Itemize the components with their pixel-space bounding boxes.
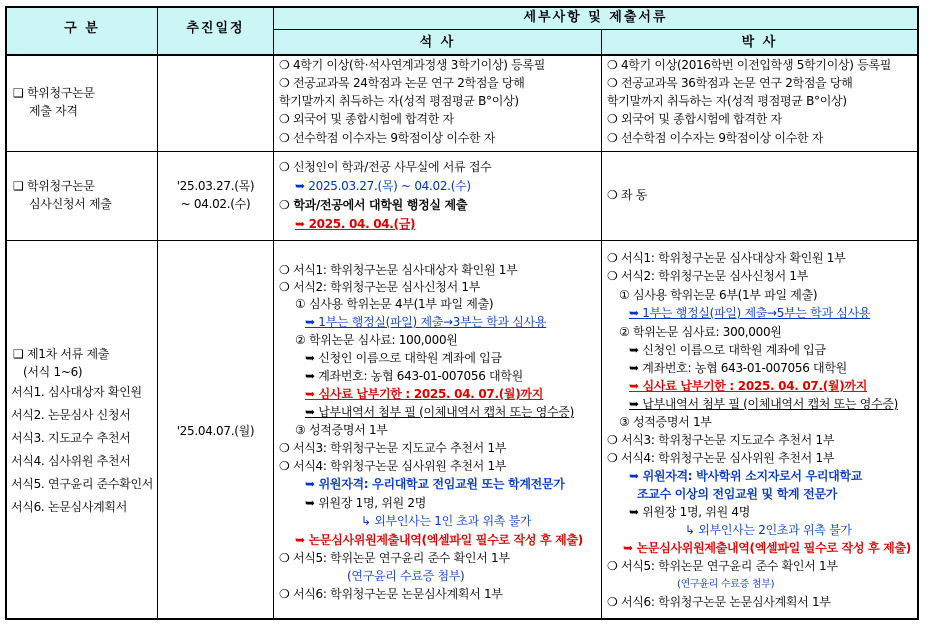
row3-masters-2: ❍ 서식2: 학위청구논문 심사신청서 1부: [279, 280, 481, 294]
row1-masters-2: ❍ 전공교과목 24학점과 논문 연구 2학점을 당해: [279, 76, 525, 90]
row3-doctoral-12: ❍ 서식4: 학위청구논문 심사위원 추천서 1부: [607, 451, 835, 465]
row3-label-8: 서식6. 논문심사계획서: [11, 500, 127, 514]
row3-doctoral-2: ❍ 서식2: 학위청구논문 심사신청서 1부: [607, 269, 809, 283]
row3-doctoral-8: ➥ 심사료 납부기한 : 2025. 04. 07.(월)까지: [629, 379, 867, 393]
row3-doctoral-16: ↳ 외부인사는 2인초과 위촉 불가: [685, 523, 852, 537]
row2-masters-3: ❍ 학과/전공에서 대학원 행정실 제출: [279, 198, 468, 212]
header-masters: 석 사: [419, 35, 456, 50]
row1-masters-3: 학기말까지 취득하는 자(성적 평점평균 B°이상): [279, 94, 519, 108]
row2-masters-2: ➥ 2025.03.27.(목) ~ 04.02.(수): [295, 179, 471, 193]
row3-doctoral-7: ➥ 계좌번호: 농협 643-01-007056 대학원: [629, 361, 847, 375]
row3-doctoral-6: ➥ 신청인 이름으로 대학원 계좌에 입금: [629, 343, 826, 357]
row3-doctoral-1: ❍ 서식1: 학위청구논문 심사대상자 확인원 1부: [607, 251, 846, 265]
header-bottom-line: [5, 54, 919, 56]
row3-masters-5: ② 학위논문 심사료: 100,000원: [295, 333, 458, 347]
row3-masters-6: ➥ 신청인 이름으로 대학원 계좌에 입금: [305, 351, 502, 365]
border-top: [5, 6, 919, 8]
row1-masters-1: ❍ 4학기 이상(학·석사연계과정생 3학기이상) 등록필: [279, 58, 546, 72]
row3-doctoral-5: ② 학위논문 심사료: 300,000원: [619, 325, 782, 339]
row1-doctoral-5: ❍ 선수학점 이수자는 9학점이상 이수한 자: [607, 131, 824, 145]
row2-bottom-line: [5, 240, 919, 241]
row2-label-1: ❏ 학위청구논문: [13, 179, 95, 193]
row3-label-1: ❏ 제1차 서류 제출: [13, 347, 110, 361]
row3-label-6: 서식4. 심사위원 추천서: [11, 454, 131, 468]
row3-schedule: '25.04.07.(월): [176, 424, 255, 438]
row3-doctoral-19: (연구윤리 수료증 첨부): [677, 579, 775, 590]
border-bottom: [5, 618, 919, 620]
row3-masters-1: ❍ 서식1: 학위청구논문 심사대상자 확인원 1부: [279, 263, 518, 277]
row3-label-3: 서식1. 심사대상자 확인원: [11, 385, 142, 399]
row1-label-1: ❏ 학위청구논문: [13, 86, 95, 100]
row2-schedule-2: ~ 04.02.(수): [180, 197, 251, 211]
row2-schedule-1: '25.03.27.(목): [176, 179, 255, 193]
row3-masters-8: ➥ 심사료 납부기한 : 2025. 04. 07.(월)까지: [305, 387, 543, 401]
row1-doctoral-2: ❍ 전공교과목 36학점과 논문 연구 2학점을 당해: [607, 76, 853, 90]
row3-masters-10: ③ 성적증명서 1부: [295, 423, 388, 437]
row3-label-5: 서식3. 지도교수 추천서: [11, 431, 131, 445]
col1-line: [157, 6, 158, 620]
row1-masters-4: ❍ 외국어 및 종합시험에 합격한 자: [279, 112, 454, 126]
row3-label-2: (서식 1~6): [23, 365, 83, 379]
row2-masters-4: ➥ 2025. 04. 04.(금): [295, 217, 416, 231]
row3-masters-4: ➥ 1부는 행정실(파일) 제출→3부는 학과 심사용: [305, 315, 547, 329]
header-category: 구 분: [64, 21, 100, 36]
row3-doctoral-17: ➥ 논문심사위원제출내역(엑셀파일 필수로 작성 후 제출): [623, 541, 911, 555]
row1-doctoral-1: ❍ 4학기 이상(2016학번 이전입학생 5학기이상) 등록필: [607, 58, 892, 72]
row3-doctoral-15: ➥ 위원장 1명, 위원 4명: [629, 505, 751, 519]
header-details: 세부사항 및 제출서류: [523, 10, 668, 25]
row3-doctoral-13: ➥ 위원자격: 박사학위 소지자로서 우리대학교: [629, 469, 863, 483]
row3-masters-11: ❍ 서식3: 학위청구논문 지도교수 추천서 1부: [279, 441, 507, 455]
row3-doctoral-18: ❍ 서식5: 학위논문 연구윤리 준수 확인서 1부: [607, 559, 838, 573]
row1-masters-5: ❍ 선수학점 이수자는 9학점이상 이수한 자: [279, 131, 496, 145]
header-schedule: 추진일정: [186, 21, 245, 36]
schedule-table: [5, 6, 919, 620]
row2-doctoral: ❍ 좌 동: [607, 188, 648, 202]
row1-bottom-line: [5, 151, 919, 152]
row3-doctoral-9: ➥ 납부내역서 첨부 필 (이체내역서 캡처 또는 영수증): [629, 397, 898, 411]
row3-masters-19: ❍ 서식6: 학위청구논문 논문심사계획서 1부: [279, 587, 503, 601]
row3-doctoral-4: ➥ 1부는 행정실(파일) 제출→5부는 학과 심사용: [629, 306, 871, 320]
border-left: [5, 6, 7, 620]
header-split-line: [273, 29, 919, 30]
row2-masters-1: ❍ 신청인이 학과/전공 사무실에 서류 접수: [279, 160, 492, 174]
row1-doctoral-4: ❍ 외국어 및 종합시험에 합격한 자: [607, 112, 782, 126]
col3-line: [601, 29, 602, 620]
row3-masters-9: ➥ 납부내역서 첨부 필 (이체내역서 캡처 또는 영수증): [305, 405, 574, 419]
header-doctoral: 박 사: [741, 35, 778, 50]
row3-masters-18: (연구윤리 수료증 첨부): [347, 569, 465, 583]
row3-masters-12: ❍ 서식4: 학위청구논문 심사위원 추천서 1부: [279, 459, 507, 473]
row3-doctoral-11: ❍ 서식3: 학위청구논문 지도교수 추천서 1부: [607, 433, 835, 447]
row3-masters-15: ↳ 외부인사는 1인 초과 위촉 불가: [361, 514, 532, 528]
row1-label-2: 제출 자격: [29, 104, 78, 118]
row3-doctoral-10: ③ 성적증명서 1부: [619, 415, 712, 429]
row3-doctoral-3: ① 심사용 학위논문 6부(1부 파일 제출): [619, 288, 818, 302]
row3-masters-7: ➥ 계좌번호: 농협 643-01-007056 대학원: [305, 369, 523, 383]
row3-masters-17: ❍ 서식5: 학위논문 연구윤리 준수 확인서 1부: [279, 551, 510, 565]
border-right: [917, 6, 919, 620]
row3-doctoral-20: ❍ 서식6: 학위청구논문 논문심사계획서 1부: [607, 595, 831, 609]
col2-line: [273, 6, 274, 620]
row3-label-7: 서식5. 연구윤리 준수확인서: [11, 477, 154, 491]
row3-doctoral-14: 조교수 이상의 전임교원 및 학계 전문가: [637, 487, 838, 501]
row3-masters-16: ➥ 논문심사위원제출내역(엑셀파일 필수로 작성 후 제출): [295, 533, 583, 547]
row3-masters-13: ➥ 위원자격: 우리대학교 전임교원 또는 학계전문가: [305, 477, 565, 491]
row3-masters-14: ➥ 위원장 1명, 위원 2명: [305, 496, 427, 510]
row2-label-2: 심사신청서 제출: [29, 197, 112, 211]
row1-doctoral-3: 학기말까지 취득하는 자(성적 평점평균 B°이상): [607, 94, 847, 108]
row3-masters-3: ① 심사용 학위논문 4부(1부 파일 제출): [295, 297, 494, 311]
row3-label-4: 서식2. 논문심사 신청서: [11, 408, 131, 422]
